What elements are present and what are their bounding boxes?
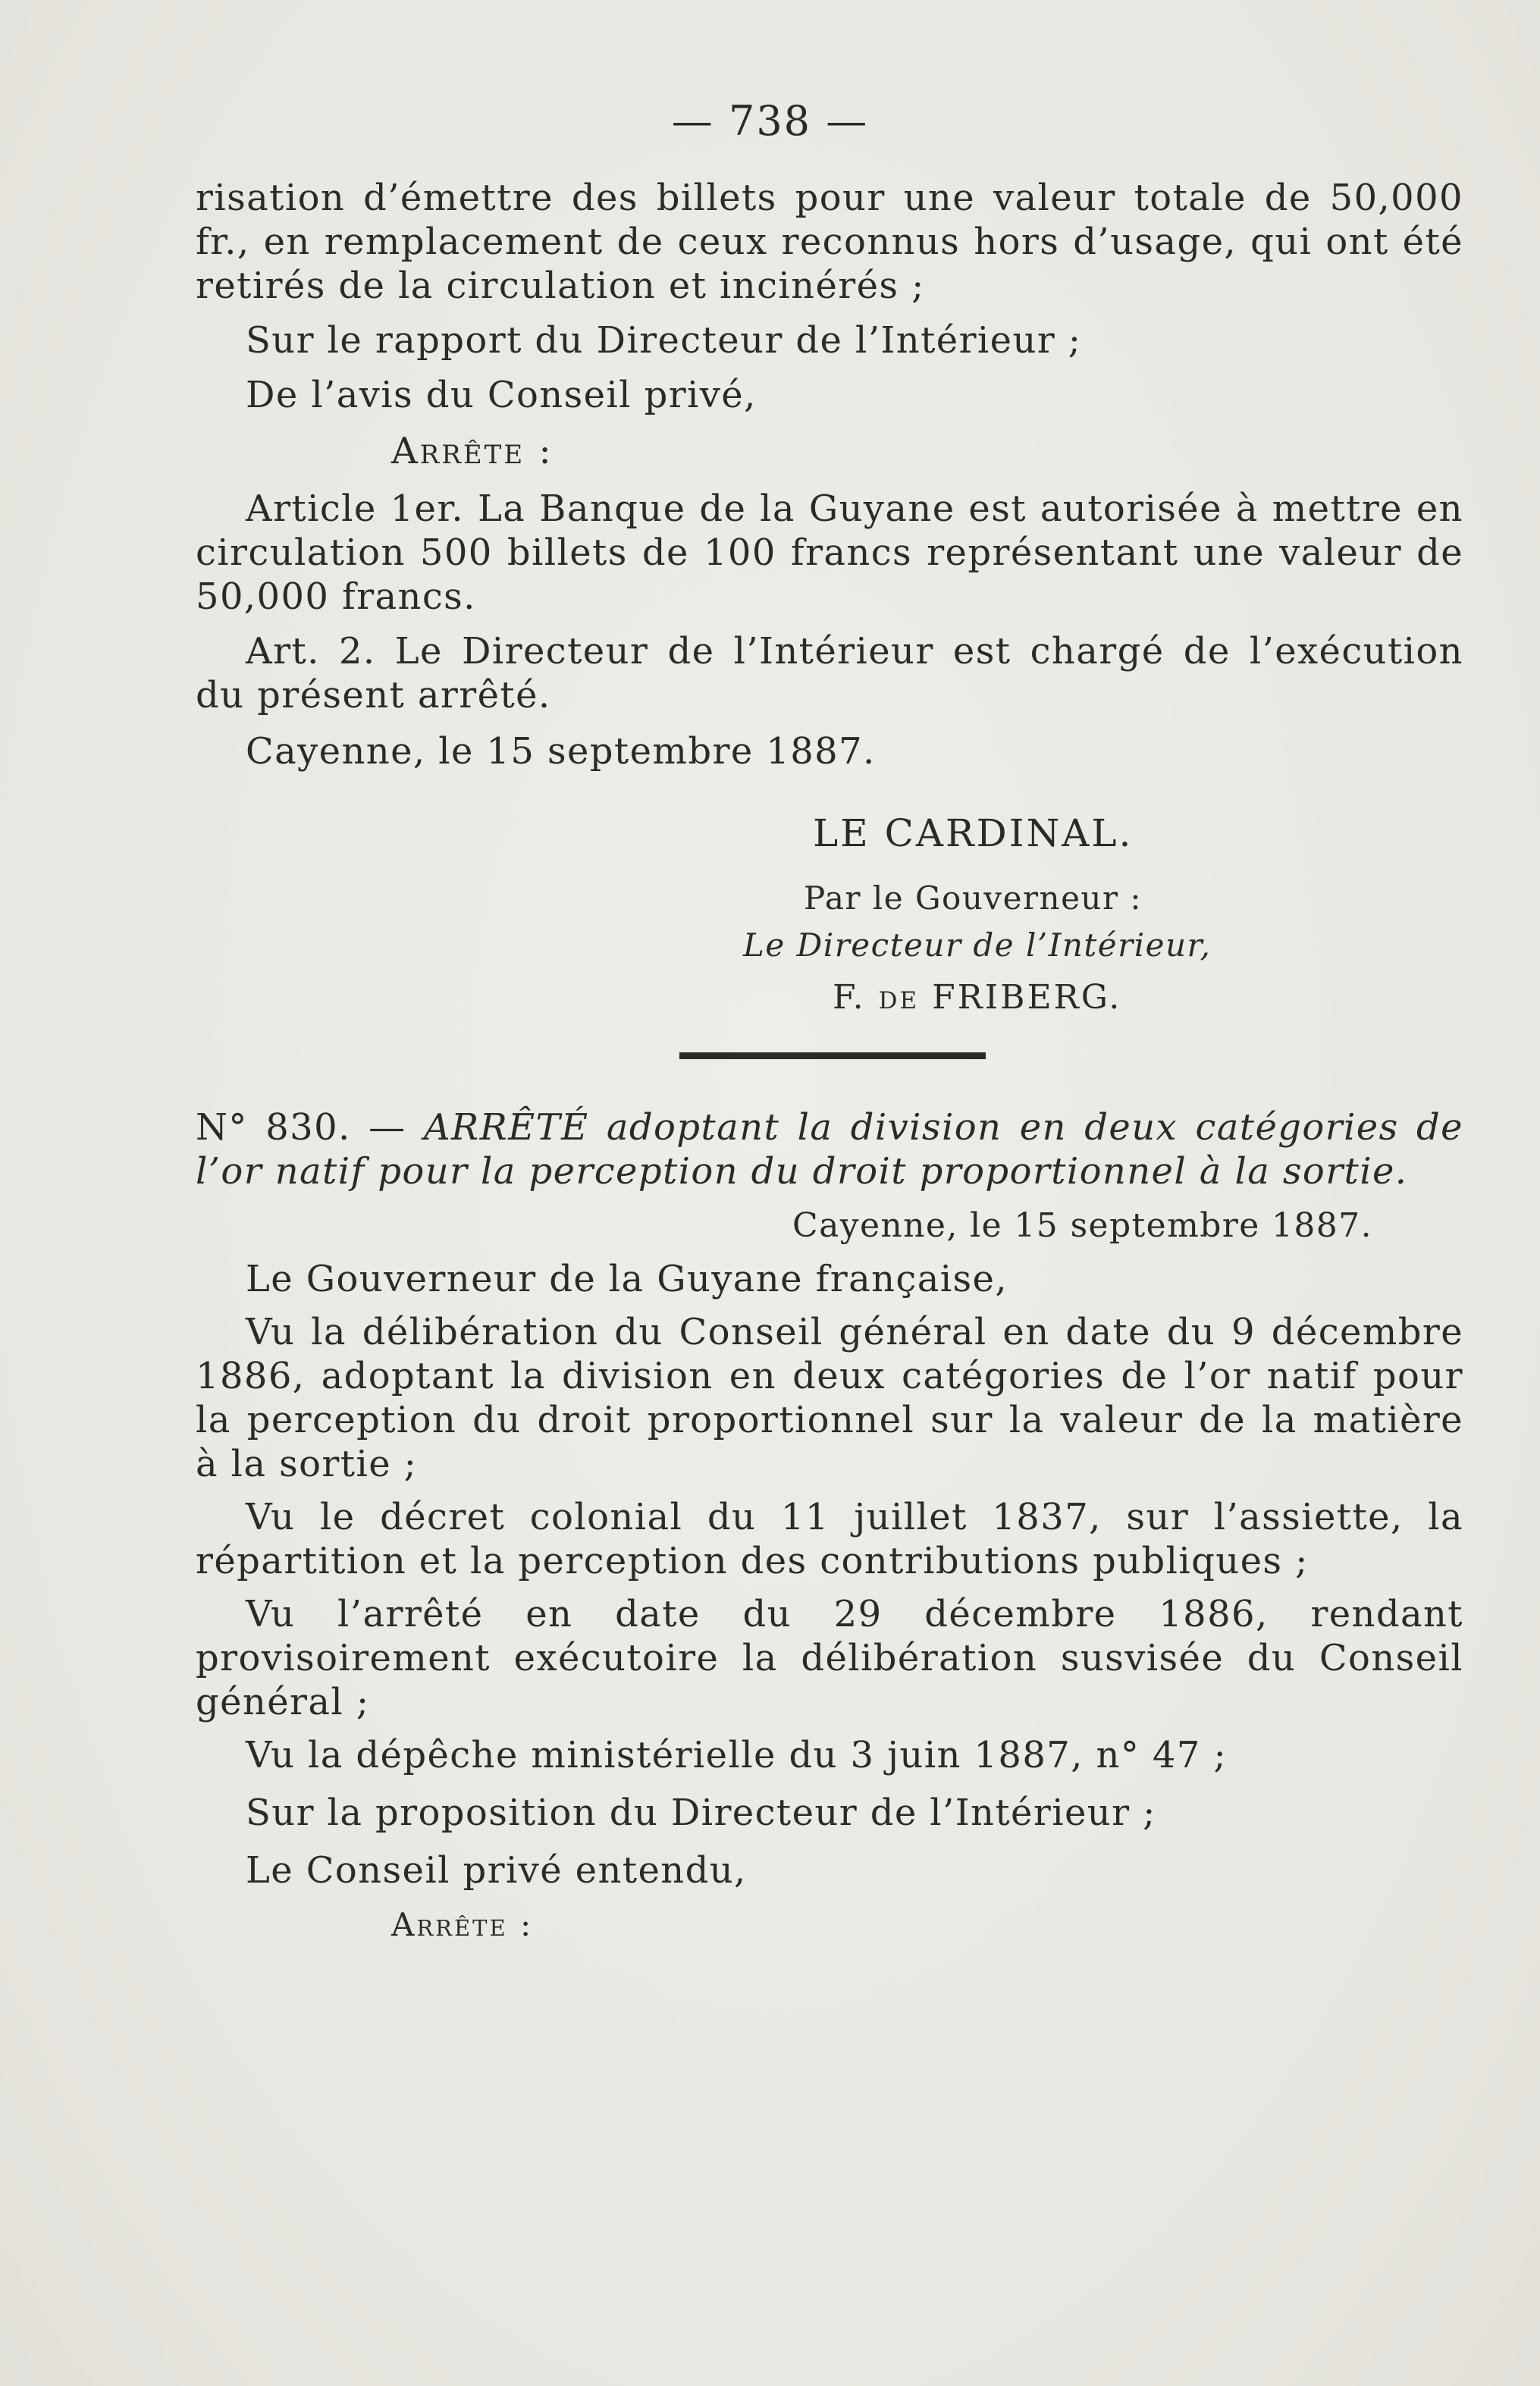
arrete-830-title-text: ARRÊTÉ adoptant la division en deux catégories de l’or natif pour la perception du droit proportionnel à la sortie. bbox=[196, 1106, 1463, 1193]
page-number: — 738 — bbox=[671, 97, 869, 145]
paragraph-avis: De l’avis du Conseil privé, bbox=[246, 374, 757, 416]
signature-by: Par le Gouverneur : bbox=[804, 879, 1143, 917]
arrete-830-heading: Arrête : bbox=[391, 1906, 534, 1943]
section-separator bbox=[679, 1052, 986, 1059]
arrete-830-place-date: Cayenne, le 15 septembre 1887. bbox=[792, 1206, 1372, 1245]
governor-line: Le Gouverneur de la Guyane française, bbox=[246, 1258, 1008, 1300]
article-1 bbox=[196, 487, 1463, 619]
article-1-label: Article 1er. bbox=[246, 488, 465, 530]
proposition-line: Sur la proposition du Directeur de l’Intérieur ; bbox=[246, 1792, 1156, 1834]
signature-name: LE CARDINAL. bbox=[813, 811, 1134, 855]
signature-director: F. de FRIBERG. bbox=[833, 978, 1122, 1017]
place-date: Cayenne, le 15 septembre 1887. bbox=[246, 730, 876, 773]
paragraph-authorisation: risation d’émettre des billets pour une valeur totale de 50,000 fr., en remplacement de ceux reconnus hors d’usage, qui ont été retirés de la circulation et incinérés ; bbox=[196, 177, 1463, 307]
vu-arrete: Vu l’arrêté en date du 29 décembre 1886, rendant provisoirement exécutoire la délibération susvisée du Conseil général ; bbox=[196, 1593, 1463, 1723]
arrete-829-continuation bbox=[196, 176, 1463, 773]
vu-decret: Vu le décret colonial du 11 juillet 1837, sur l’assiette, la répartition et la perception des contributions publiques ; bbox=[196, 1496, 1463, 1582]
vu-depeche: Vu la dépêche ministérielle du 3 juin 1887, n° 47 ; bbox=[246, 1734, 1228, 1776]
arrete-830-title bbox=[196, 1105, 1463, 1193]
vu-deliberation: Vu la délibération du Conseil général en date du 9 décembre 1886, adoptant la division en deux catégories de l’or natif pour la perception du droit proportionnel sur la valeur de la matière à la sortie ; bbox=[196, 1311, 1463, 1485]
conseil-line: Le Conseil privé entendu, bbox=[246, 1849, 747, 1892]
arrete-830-number: N° 830. — bbox=[196, 1106, 406, 1149]
article-1-text: La Banque de la Guyane est autorisée à mettre en circulation 500 billets de 100 francs représentant une valeur de 50,000 francs. bbox=[196, 488, 1464, 618]
arrete-heading: Arrête : bbox=[391, 430, 554, 472]
arrete-830 bbox=[196, 1105, 1463, 1947]
article-2: Art. 2. Le Directeur de l’Intérieur est chargé de l’exécution du présent arrêté. bbox=[196, 630, 1463, 716]
signature-role: Le Directeur de l’Intérieur, bbox=[743, 926, 1212, 964]
paragraph-rapport: Sur le rapport du Directeur de l’Intérieur ; bbox=[246, 319, 1082, 362]
